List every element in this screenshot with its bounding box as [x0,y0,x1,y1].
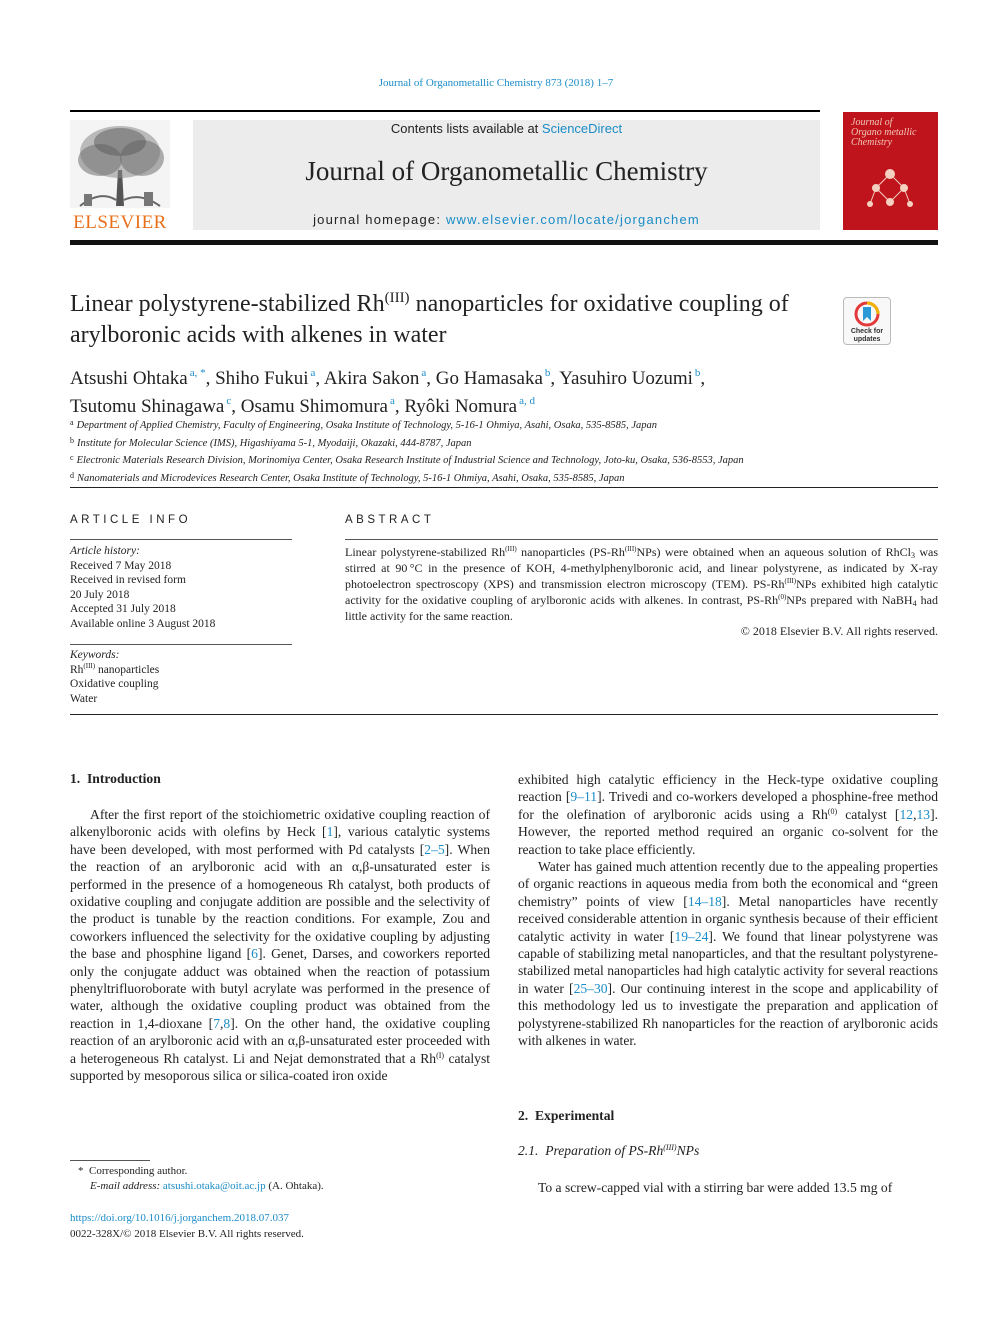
keywords-rule [70,644,292,645]
abstract-text [345,544,938,624]
text-seg: ], various catalytic systems have been developed, with most performed with Pd catalysts [ [70,824,490,857]
ref-link[interactable]: 6 [251,946,258,962]
contents-line [193,121,820,136]
text-seg: ]. When the reaction of an arylboronic acid with an α,β-unsaturated ester is performed in the presence of a homogeneous Rh catalyst, both products of oxidative coupling and conjugate addition are possible and the selectivity of the product is tunable by the reaction conditions. For example, Zou and coworkers influenced the selectivity for the oxidative coupling by adjusting the base and phosphine ligand [ [70,841,490,962]
abstract-seg: was stirred at 90 °C in the presence of KOH, 4-methylphenylboronic acid, and linear polystyrene, as indicated by X-ray photoelectron spectroscopy (XPS) and transmission electron microscopy (TEM). PS-Rh [345,545,938,591]
abstract-seg: had little activity for the same reaction. [345,593,938,623]
abstract-seg: NPs) were obtained when an aqueous solution of RhCl [636,545,911,559]
issn-line: 0022-328X/© 2018 Elsevier B.V. All rights reserved. [70,1228,304,1240]
abstract-sup: (III) [784,577,797,585]
author[interactable]: Ryôki Nomura [404,396,518,417]
affiliation-item [70,434,940,452]
intro-paragraph [518,858,938,1049]
affiliation-text: Institute for Molecular Science (IMS), Higashiyama 5-1, Myodaiji, Okazaki, 444-8787, Japan [77,437,472,449]
affiliation-text: Electronic Materials Research Division, Morinomiya Center, Osaka Research Institute of Industrial Science and Technology, Joto-ku, Osaka, 536-8553, Japan [76,455,744,466]
affiliation-key: c [70,453,74,462]
text-seg: catalyst supported by mesoporous silica or silica-coated iron oxide [70,1050,491,1084]
affiliation-item [70,416,940,434]
abstract-copyright: © 2018 Elsevier B.V. All rights reserved. [740,624,938,638]
author[interactable]: Yasuhiro Uozumi [559,368,693,389]
author-separator: , [315,368,324,389]
contents-prefix: Contents lists available at [390,121,542,136]
intro-left-column [70,806,490,1085]
text-seg: exhibited high catalytic efficiency in the Heck-type oxidative coupling reaction [ [518,772,938,805]
text-seg: catalyst [ [837,806,900,822]
journal-cover[interactable] [843,112,938,230]
elsevier-logo[interactable] [70,120,170,232]
footnote-rule [70,1160,150,1161]
cover-title: Journal of Organo metallic Chemistry [851,117,917,148]
journal-banner [193,120,820,230]
affiliation-key: a [70,418,74,427]
affiliation-key: b [70,435,74,445]
email-link[interactable]: atsushi.otaka@oit.ac.jp [162,1180,266,1192]
abstract-sup: (III) [624,545,637,553]
ref-link[interactable]: 8 [223,1015,231,1031]
abstract-sub: 4 [912,599,917,608]
ref-link[interactable]: 25–30 [573,980,608,996]
email-line [70,1179,490,1194]
journal-title: Journal of Organometallic Chemistry [305,156,708,186]
header-rule [70,110,820,112]
affiliation-rule [70,487,938,488]
abstract-bottom-rule [70,714,938,715]
keyword: Oxidative coupling [70,678,159,690]
text-seg: ]. However, the reported method required an organic co-solvent for the reaction to take place efficiently. [518,806,938,857]
affiliation-text: Department of Applied Chemistry, Faculty of Engineering, Osaka Institute of Technology, 5-16-1 Ohmiya, Asahi, Osaka, 535-8585, Japan [76,420,658,431]
author-separator: , [394,396,405,417]
author[interactable]: Tsutomu Shinagawa [70,396,225,417]
homepage-line [193,212,820,227]
abstract-heading: ABSTRACT [345,514,435,526]
check-updates-icon [854,301,880,327]
text-seg: ]. Metal nanoparticles have recently received considerable attention in organic synthesis because of their efficient catalytic activity in water [ [518,893,938,944]
text-seg: ]. Trivedi and co-workers developed a phosphine-free method for the olefination of arylboronic acids using a Rh [518,789,938,822]
subheading-sup: (III) [663,1143,677,1152]
author-affiliation-mark[interactable]: a [390,395,395,407]
author[interactable]: Osamu Shimomura [240,396,388,417]
history-item: Received 7 May 2018 [70,559,172,572]
article-history [70,544,292,631]
sciencedirect-link[interactable]: ScienceDirect [541,121,623,136]
author-list [70,362,930,418]
corresponding-label: Corresponding author. [89,1165,188,1177]
homepage-link[interactable]: www.elsevier.com/locate/jorganchem [445,212,700,227]
history-item: Received in revised form [70,574,186,586]
keyword-sup: (III) [83,661,96,670]
keywords [70,648,292,706]
molecule-icon [843,112,938,230]
email-suffix: (A. Ohtaka). [265,1180,324,1192]
article-title [70,289,790,351]
author-separator: , [550,368,560,389]
ref-link[interactable]: 2–5 [424,841,445,857]
author-affiliation-mark[interactable]: b [544,367,551,379]
abstract-seg: nanoparticles (PS-Rh [516,545,625,559]
author[interactable]: Go Hamasaka [435,368,543,389]
history-item: Available online 3 August 2018 [70,617,216,630]
article-info-heading: ARTICLE INFO [70,514,192,526]
affiliation-key: d [70,470,74,480]
author-affiliation-mark[interactable]: b [694,367,701,379]
author-affiliation-mark[interactable]: a [421,367,427,379]
abstract-sup: (III) [505,545,517,553]
author[interactable]: Atsushi Ohtaka [70,368,188,389]
text-sup: (0) [827,806,838,816]
author-affiliation-mark[interactable]: a [310,367,316,379]
ref-link[interactable]: 13 [916,806,931,822]
author-affiliation-mark[interactable]: a, d [519,395,535,407]
text-seg: Water has gained much attention recently due to the appealing properties of organic reactions in aqueous media from both the economical and “green chemistry” points of view [ [518,859,938,909]
text-seg: ]. Genet, Darses, and coworkers reported only the conjugate adduct was obtained when the reaction of potassium phenyltrifluoroborate with butyl acrylate was performed in the presence of water, although the oxidative coupling product was obtained from the reaction in 1,4-dioxane [ [70,946,490,1031]
subheading-text: NPs [676,1143,700,1158]
affiliation-text: Nanomaterials and Microdevices Research Center, Osaka Institute of Technology, 5-16-1 Ohmiya, Asahi, Osaka, 535-8585, Japan [77,472,625,484]
journal-citation[interactable]: Journal of Organometallic Chemistry 873 (2018) 1–7 [378,77,614,89]
keyword [70,663,292,678]
subheading-number: 2.1. [518,1143,546,1158]
title-part2: nanoparticles for oxidative coupling of arylboronic acids with alkenes in water [70,291,789,348]
check-updates-label: Check for updates [850,328,884,343]
ref-link[interactable]: 1 [326,824,334,840]
keyword-base: Rh [70,663,84,676]
elsevier-wordmark: ELSEVIER [73,212,167,233]
author[interactable]: Shiho Fukui [215,368,309,389]
doi-block [70,1210,490,1242]
intro-paragraph: exhibited high catalytic efficiency in the Heck-type oxidative coupling reaction [9–11]. Trivedi and co-workers developed a phosphine-free method for the olefination of arylboronic acids using a Rh$^{(0)}$ catalyst [12,13]. However, the reported method required an organic co-solvent for the reaction to take place efficiently. [518,772,938,857]
article-info-rule [70,539,292,540]
author-separator: , [231,396,241,417]
text-seg: ]. Our continuing interest in the scope and applicability of this methodology led us to investigate the preparation and application of polystyrene-stabilized Rh nanoparticles for the reaction of arylboronic acids with alkenes in water. [518,980,938,1049]
history-label: Article history: [70,545,140,557]
corresponding-line [70,1164,490,1179]
ref-link[interactable]: 12 [899,806,914,822]
text-seg: After the first report of the stoichiometric oxidative coupling reaction of alkenylboronic acids with olefins by Heck [ [70,807,490,840]
experimental-subheading [518,1143,699,1159]
ref-link[interactable]: 19–24 [674,928,709,944]
author-separator: , [700,368,706,389]
experimental-paragraph [518,1179,938,1196]
text-seg: ]. On the other hand, the oxidative coupling reaction of an arylboronic acid with an α,β-unsaturated ester proceeded with a heterogeneous Rh catalyst. Li and Nejat demonstrated that a Rh [70,1015,491,1066]
abstract-sup: (0) [778,593,787,601]
author-separator: , [426,368,436,389]
history-item: 20 July 2018 [70,588,130,601]
experimental-text: To a screw-capped vial with a stirring bar were added 13.5 mg of [538,1180,893,1195]
author[interactable]: Akira Sakon [323,368,420,389]
author-affiliation-mark[interactable]: a, * [189,367,206,379]
intro-paragraph: After the first report of the stoichiometric oxidative coupling reaction of alkenylboronic acids with olefins by Heck [1], various catalytic systems have been developed, with most performed with Pd catalysts [2–5]. When the reaction of an arylboronic acid with an α,β-unsaturated ester is performed in the presence of a homogeneous Rh catalyst, both products of oxidative coupling and conjugate addition are possible and the selectivity of the product is tunable by the reaction conditions. For example, Zou and coworkers influenced the selectivity for the oxidative coupling by adjusting the base and phosphine ligand [6]. Genet, Darses, and coworkers reported only the conjugate adduct was obtained when the reaction of potassium phenyltrifluoroborate with butyl acrylate was performed in the presence of water, although the oxidative coupling product was obtained from the reaction in 1,4-dioxane [7,8]. On the other hand, the oxidative coupling reaction of an arylboronic acid with an α,β-unsaturated ester proceeded with a heterogeneous Rh catalyst. Li and Nejat demonstrated that a $Rh^{(I)}$ catalyst supported by mesoporous silica or silica-coated iron oxide [70,807,491,1084]
homepage-prefix: journal homepage: [313,212,446,227]
experimental-heading: 2. Experimental [518,1108,615,1123]
affiliation-item [70,451,940,469]
affiliation-item [70,469,940,487]
header-thick-rule [70,240,938,245]
title-sup: (III) [384,290,410,306]
keywords-label: Keywords: [70,649,120,661]
subheading-text: Preparation of PS-Rh [545,1143,664,1158]
abstract-seg: Linear polystyrene-stabilized Rh [345,545,506,559]
ref-link[interactable]: 14–18 [687,893,722,909]
history-item: Accepted 31 July 2018 [70,603,176,615]
text-sup: (I) [436,1050,445,1060]
keyword: Water [70,692,98,705]
keyword-rest: nanoparticles [95,663,160,676]
abstract-seg: NPs prepared with NaBH [786,593,913,607]
ref-link[interactable]: 9–11 [570,789,598,805]
title-part1: Linear polystyrene-stabilized Rh [70,291,385,317]
author-affiliation-mark[interactable]: c [226,395,232,407]
check-for-updates-badge[interactable] [843,297,891,345]
abstract-seg: NPs exhibited high catalytic activity for the oxidative coupling of arylboronic acids with alkenes. In contrast, PS-Rh [345,577,938,607]
email-label: E-mail address: [90,1180,163,1192]
intro-right-column [518,771,938,1050]
footnote-mark: * [78,1165,84,1177]
corresponding-footnote [70,1164,490,1194]
affiliations [70,416,940,486]
abstract-rule [345,539,938,540]
doi-link[interactable]: https://doi.org/10.1016/j.jorganchem.2018.07.037 [70,1212,289,1224]
intro-heading: 1. Introduction [70,771,161,786]
abstract-sub: 3 [910,551,915,560]
text-seg: ]. We found that linear polystyrene was capable of stabilizing metal nanoparticles, and that the resultant polystyrene-stabilized metal nanoparticles had high catalytic activity for several reactions in water [ [518,928,938,996]
ref-link[interactable]: 7 [213,1015,220,1031]
author-separator: , [205,368,216,389]
